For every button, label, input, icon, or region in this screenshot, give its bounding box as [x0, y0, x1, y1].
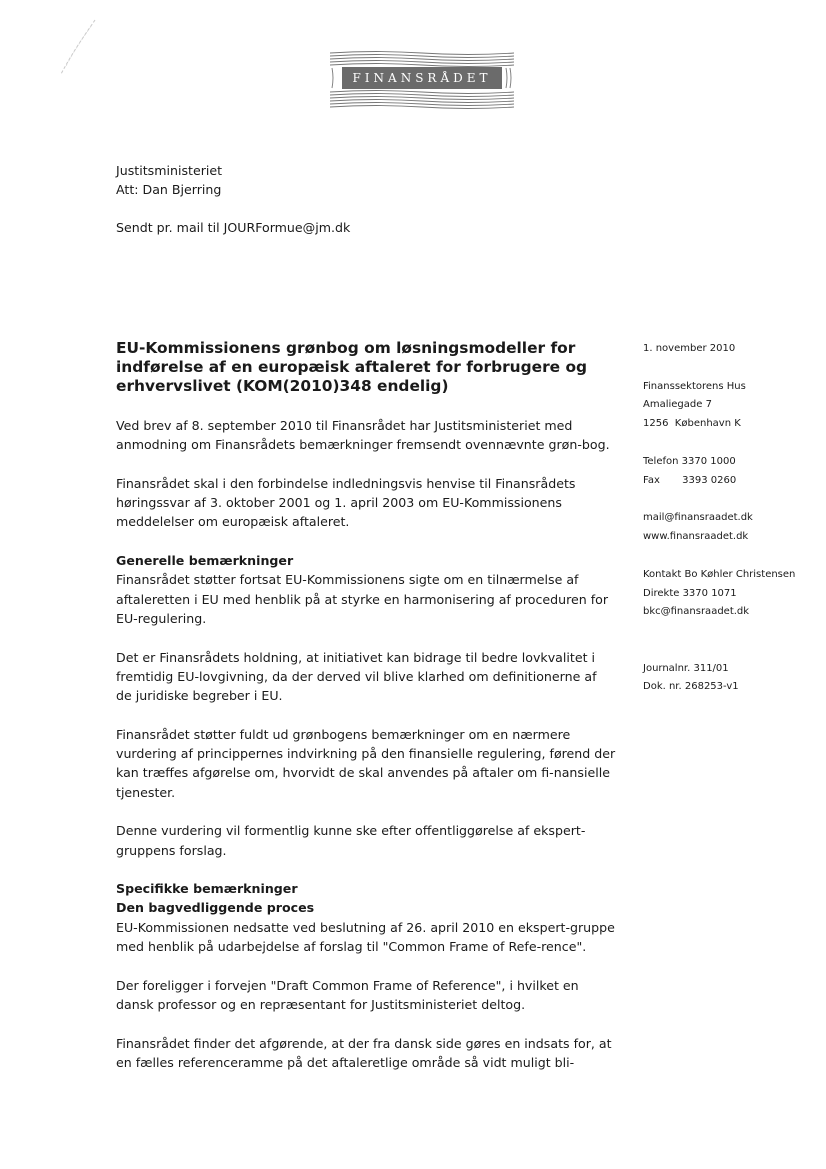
section-heading-general: Generelle bemærkninger	[116, 553, 294, 569]
journal-number: Journalnr. 311/01	[643, 663, 729, 674]
paragraph: Denne vurdering vil formentlig kunne ske efter offentliggørelse af ekspert-gruppens forslag.	[116, 823, 586, 858]
contact-email: bkc@finansraadet.dk	[643, 606, 750, 617]
letter-title: EU-Kommissionens grønbog om løsningsmodeller for indførelse af en europæisk aftaleret for forbrugere og erhvervslivet (KOM(2010)348 endelig)	[116, 339, 588, 395]
contact-direct-phone: Direkte 3370 1071	[643, 588, 737, 599]
sender-email: mail@finansraadet.dk	[643, 512, 753, 523]
finansraadet-logo	[330, 50, 514, 110]
paragraph: Finansrådet støtter fuldt ud grønbogens bemærkninger om en nærmere vurdering af princippernes indvirkning på den finansielle regulering, førend der kan træffes afgørelse om, hvorvidt de skal anvendes på aftaler om fi-nansielle tjenester.	[116, 726, 616, 800]
subsection-heading-process: Den bagvedliggende proces	[116, 900, 315, 916]
letter-body	[116, 416, 616, 1091]
paragraph: Der foreligger i forvejen "Draft Common Frame of Reference", i hvilket en dansk professor og en repræsentant for Justitsministeriet deltog.	[116, 977, 579, 1012]
section-heading-specific: Specifikke bemærkninger	[116, 881, 298, 897]
paragraph: EU-Kommissionen nedsatte ved beslutning af 26. april 2010 en ekspert-gruppe med henblik på udarbejdelse af forslag til "Common Frame of Refe-rence".	[116, 919, 615, 955]
contact-person: Kontakt Bo Køhler Christensen	[643, 569, 796, 580]
sender-city: 1256 København K	[643, 418, 741, 429]
handwritten-mark	[55, 18, 100, 78]
sender-fax: Fax 3393 0260	[643, 475, 737, 486]
document-number: Dok. nr. 268253-v1	[643, 681, 739, 692]
paragraph: Finansrådet støtter fortsat EU-Kommissionens sigte om en tilnærmelse af aftaleretten i EU med henblik på at styrke en harmonisering af proceduren for EU-regulering.	[116, 572, 609, 626]
logo-wordmark: FINANSRÅDET	[342, 67, 502, 89]
recipient-name: Justitsministeriet	[116, 163, 223, 178]
paragraph: Finansrådet finder det afgørende, at der fra dansk side gøres en indsats for, at en fælles referenceramme på det aftaleretlige område så vidt muligt bli-	[116, 1035, 612, 1070]
sent-by-mail-note: Sendt pr. mail til JOURFormue@jm.dk	[116, 220, 351, 235]
letter-date: 1. november 2010	[643, 343, 736, 354]
sender-street: Amaliegade 7	[643, 399, 712, 410]
paragraph: Ved brev af 8. september 2010 til Finansrådet har Justitsministeriet med anmodning om Finansrådets bemærkninger fremsendt ovennævnte grøn-bog.	[116, 418, 610, 453]
sender-website: www.finansraadet.dk	[643, 531, 749, 542]
sender-organization: Finanssektorens Hus	[643, 381, 746, 392]
sender-phone: Telefon 3370 1000	[643, 456, 736, 467]
recipient-attention: Att: Dan Bjerring	[116, 182, 222, 197]
paragraph: Finansrådet skal i den forbindelse indledningsvis henvise til Finansrådets høringssvar af 3. oktober 2001 og 1. april 2003 om EU-Kommissionens meddelelser om europæisk aftaleret.	[116, 475, 576, 530]
paragraph: Det er Finansrådets holdning, at initiativet kan bidrage til bedre lovkvalitet i fremtidig EU-lovgivning, da der derved vil blive klarhed om definitionerne af de juridiske begreber i EU.	[116, 649, 597, 704]
